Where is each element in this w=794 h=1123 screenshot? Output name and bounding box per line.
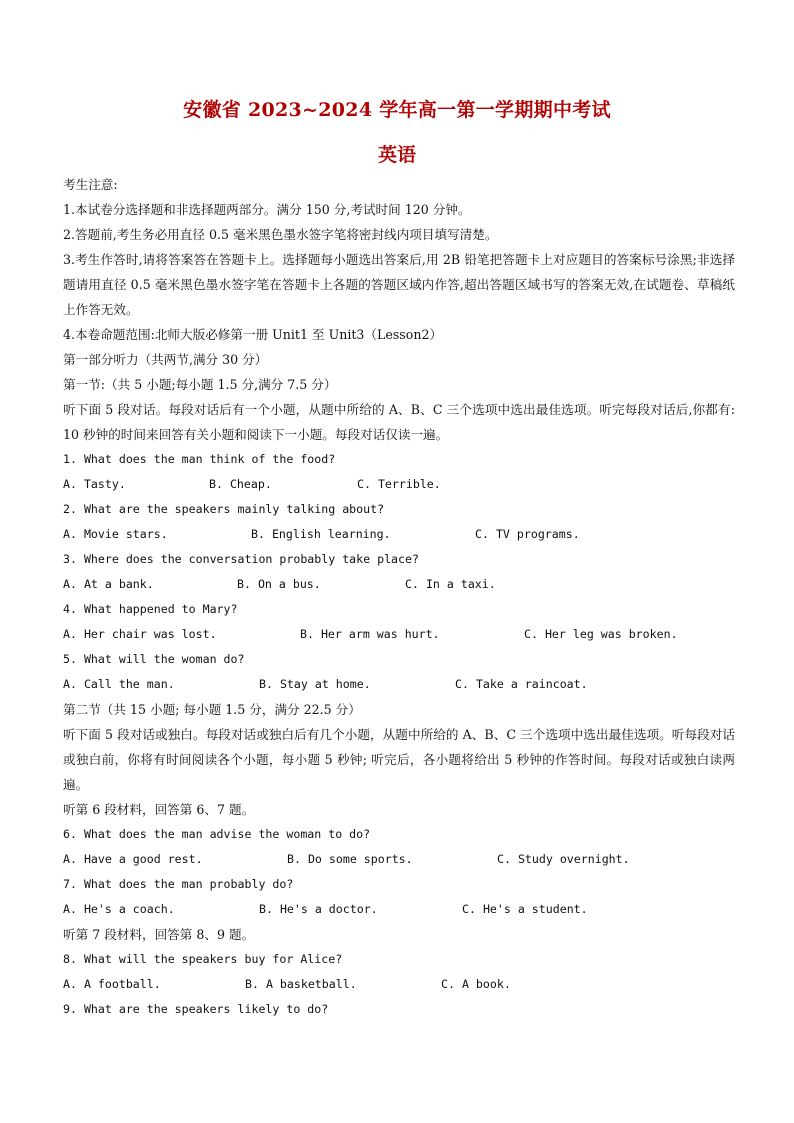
section2-heading: 第二节（共 15 小题; 每小题 1.5 分，满分 22.5 分） [63, 702, 361, 717]
option-a: A. Tasty. [63, 477, 126, 491]
option-c: C. Study overnight. [497, 852, 630, 866]
question-4: 4. What happened to Mary? [63, 602, 238, 616]
question-5: 5. What will the woman do? [63, 652, 245, 666]
notice-item-1: 1.本试卷分选择题和非选择题两部分。满分 150 分,考试时间 120 分钟。 [63, 202, 471, 217]
question-1: 1. What does the man think of the food? [63, 452, 336, 466]
option-c: C. In a taxi. [405, 577, 496, 591]
question-6: 6. What does the man advise the woman to do? [63, 827, 371, 841]
notice-heading: 考生注意: [63, 177, 118, 192]
group-6-7-heading: 听第 6 段材料，回答第 6、7 题。 [63, 802, 255, 817]
option-a: A. A football. [63, 977, 161, 991]
section1-heading: 第一节:（共 5 小题;每小题 1.5 分,满分 7.5 分） [63, 377, 337, 392]
exam-subject: 英语 [377, 144, 416, 166]
option-b: B. Cheap. [209, 477, 272, 491]
exam-title: 安徽省 2023~2024 学年高一第一学期期中考试 [183, 99, 611, 121]
part1-heading: 第一部分听力（共两节,满分 30 分） [63, 352, 268, 367]
question-6-options [63, 847, 735, 872]
option-b: B. Do some sports. [287, 852, 413, 866]
section1-instructions: 听下面 5 段对话。每段对话后有一个小题，从题中所给的 A、B、C 三个选项中选出最佳选项。听完每段对话后,你都有: 10 秒钟的时间来回答有关小题和阅读下一小题。每段对话仅读一遍。 [63, 402, 735, 442]
notice-item-4: 4.本卷命题范围:北师大版必修第一册 Unit1 至 Unit3（Lesson2） [63, 327, 443, 342]
option-b: B. Stay at home. [259, 677, 371, 691]
option-b: B. English learning. [251, 527, 391, 541]
question-7: 7. What does the man probably do? [63, 877, 294, 891]
question-4-options [63, 622, 735, 647]
question-1-options [63, 472, 735, 497]
group-8-9-heading: 听第 7 段材料，回答第 8、9 题。 [63, 927, 255, 942]
exam-body [63, 172, 735, 1022]
question-8: 8. What will the speakers buy for Alice? [63, 952, 343, 966]
question-2: 2. What are the speakers mainly talking about? [63, 502, 385, 516]
option-b: B. He's a doctor. [259, 902, 378, 916]
section2-instructions: 听下面 5 段对话或独白。每段对话或独白后有几个小题，从题中所给的 A、B、C 三个选项中选出最佳选项。听每段对话或独白前，你将有时间阅读各个小题，每小题 5 秒钟; 听完后，各小题将给出 5 秒钟的作答时间。每段对话或独白读两遍。 [63, 727, 735, 792]
question-3-options [63, 572, 735, 597]
option-b: B. A basketball. [245, 977, 357, 991]
question-3: 3. Where does the conversation probably take place? [63, 552, 419, 566]
notice-item-2: 2.答题前,考生务必用直径 0.5 毫米黑色墨水签字笔将密封线内项目填写清楚。 [63, 227, 498, 242]
option-c: C. TV programs. [475, 527, 580, 541]
option-a: A. At a bank. [63, 577, 154, 591]
question-5-options [63, 672, 735, 697]
option-c: C. A book. [441, 977, 511, 991]
option-a: A. Movie stars. [63, 527, 168, 541]
question-2-options [63, 522, 735, 547]
option-a: A. He's a coach. [63, 902, 175, 916]
option-c: C. Terrible. [357, 477, 441, 491]
option-b: B. Her arm was hurt. [300, 627, 440, 641]
option-a: A. Have a good rest. [63, 852, 203, 866]
option-b: B. On a bus. [237, 577, 321, 591]
option-c: C. Her leg was broken. [524, 627, 678, 641]
notice-item-3: 3.考生作答时,请将答案答在答题卡上。选择题每小题选出答案后,用 2B 铅笔把答题卡上对应题目的答案标号涂黑;非选择题请用直径 0.5 毫米黑色墨水签字笔在答题卡上各题的答题区域内作答,超出答题区域书写的答案无效,在试题卷、草稿纸上作答无效。 [63, 252, 735, 317]
option-c: C. He's a student. [462, 902, 588, 916]
question-9: 9. What are the speakers likely to do? [63, 1002, 329, 1016]
question-8-options [63, 972, 735, 997]
option-a: A. Call the man. [63, 677, 175, 691]
question-7-options [63, 897, 735, 922]
option-c: C. Take a raincoat. [455, 677, 588, 691]
option-a: A. Her chair was lost. [63, 627, 217, 641]
